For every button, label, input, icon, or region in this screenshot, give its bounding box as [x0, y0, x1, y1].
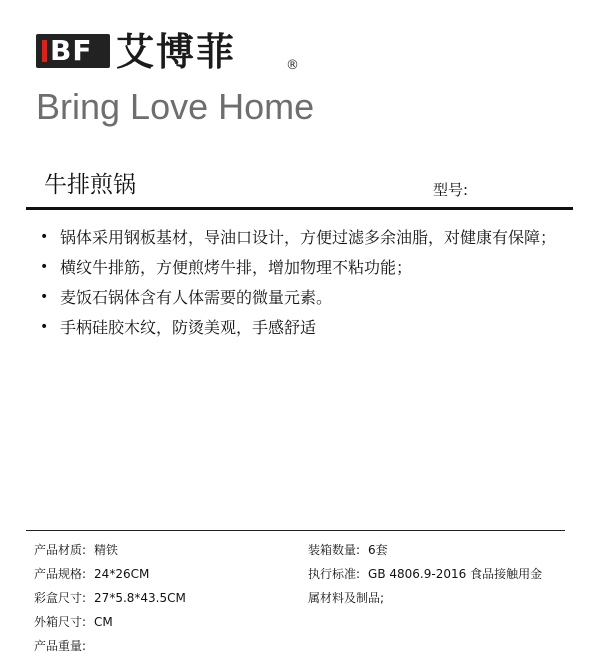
list-item: [40, 314, 562, 341]
spec-label: 装箱数量:: [308, 543, 361, 557]
specs-divider: [26, 530, 565, 531]
list-item: [40, 254, 562, 281]
model-label: 型号:: [433, 181, 469, 199]
logo-mark-text: BF: [50, 34, 93, 67]
logo-red-bar: [42, 40, 47, 62]
bullet-icon: •: [40, 319, 49, 335]
product-title: 牛排煎锅: [44, 172, 136, 198]
spec-label: 执行标准:: [308, 567, 361, 581]
spec-value: GB 4806.9-2016 食品接触用金: [368, 567, 543, 581]
spec-value: 24*26CM: [94, 567, 150, 581]
spec-value-line2: 属材料及制品;: [308, 591, 385, 605]
spec-standard: [308, 566, 542, 582]
feature-text: 手柄硅胶木纹，防烫美观，手感舒适: [60, 318, 317, 337]
spec-label: 外箱尺寸:: [34, 615, 87, 629]
spec-pack-qty: [308, 542, 388, 558]
spec-label: 彩盒尺寸:: [34, 591, 87, 605]
spec-label: 产品重量:: [34, 639, 87, 653]
spec-value: 27*5.8*43.5CM: [94, 591, 186, 605]
spec-label: 产品材质:: [34, 543, 87, 557]
spec-size: [34, 566, 149, 582]
list-item: [40, 284, 562, 311]
spec-value: CM: [94, 615, 113, 629]
spec-material: [34, 542, 118, 558]
brand-slogan: Bring Love Home: [36, 86, 315, 127]
feature-text: 横纹牛排筋，方便煎烤牛排，增加物理不粘功能；: [60, 258, 413, 277]
spec-carton-size: [34, 614, 113, 630]
bullet-icon: •: [40, 229, 49, 245]
feature-text: 麦饭石锅体含有人体需要的微量元素。: [60, 288, 333, 307]
spec-value: 6套: [368, 543, 388, 557]
spec-weight: [34, 638, 94, 654]
feature-list: [40, 224, 562, 344]
bullet-icon: •: [40, 259, 49, 275]
registered-mark: ®: [286, 58, 299, 73]
brand-logo: [36, 30, 299, 74]
header-divider: [26, 207, 573, 210]
list-item: [40, 224, 562, 251]
feature-text: 锅体采用钢板基材，导油口设计，方便过滤多余油脂，对健康有保障；: [60, 228, 557, 247]
logo-mark-box: [36, 34, 110, 68]
spec-standard-continued: [308, 590, 384, 606]
spec-value: 精铁: [94, 543, 119, 557]
bullet-icon: •: [40, 289, 49, 305]
spec-box-size: [34, 590, 186, 606]
spec-label: 产品规格:: [34, 567, 87, 581]
brand-name-cn: 艾博菲: [116, 30, 237, 74]
